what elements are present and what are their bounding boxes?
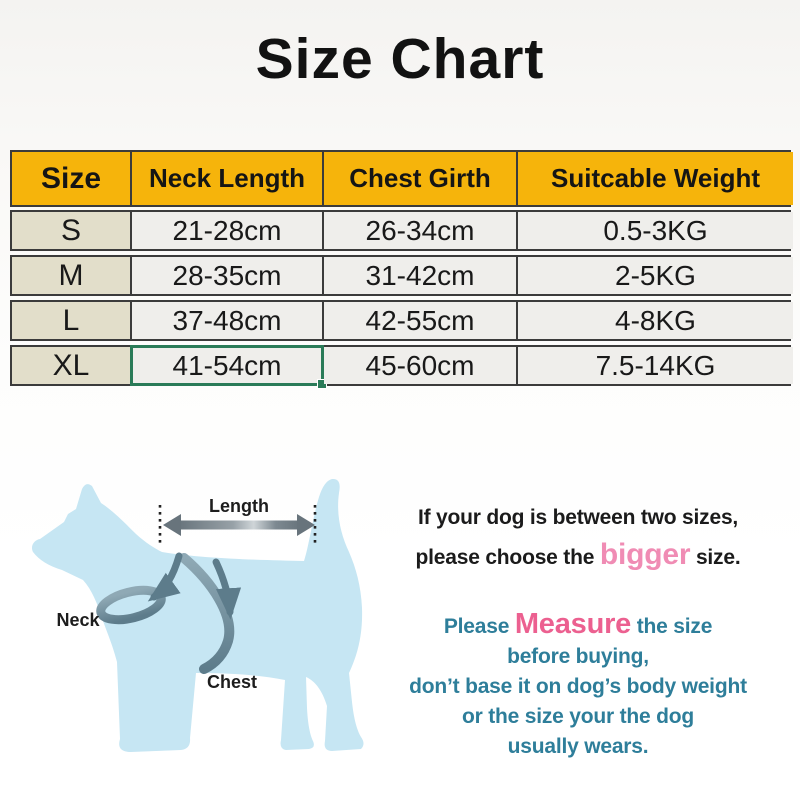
header-cell-neck-length: Neck Length	[132, 152, 324, 205]
table-cell-selected: 41-54cm	[132, 347, 324, 384]
table-cell: 31-42cm	[324, 257, 518, 294]
chest-label: Chest	[206, 672, 258, 692]
table-row-m	[10, 255, 791, 296]
selection-outline	[130, 345, 324, 386]
note-line-2-prefix: please choose the	[415, 546, 600, 569]
bigger-highlight: bigger	[599, 538, 691, 571]
note-line-3	[378, 609, 778, 642]
table-cell: 42-55cm	[324, 302, 518, 339]
header-cell-size: Size	[12, 152, 132, 205]
note-line-1: If your dog is between two sizes,	[417, 506, 739, 529]
table-cell: 0.5-3KG	[518, 212, 793, 249]
dog-measurement-diagram	[0, 440, 420, 800]
note-line-2	[378, 536, 778, 577]
table-header-row	[10, 150, 791, 207]
note-line-5: don’t base it on dog’s body weight	[409, 675, 747, 698]
table-cell: 2-5KG	[518, 257, 793, 294]
sizing-notes	[378, 500, 778, 762]
note-line-4: before buying,	[507, 645, 649, 668]
neck-label: Neck	[56, 610, 100, 630]
table-cell: M	[12, 257, 132, 294]
note-line-3-prefix: Please	[443, 615, 515, 638]
table-row-s	[10, 210, 791, 251]
length-label: Length	[209, 496, 269, 516]
table-cell: 21-28cm	[132, 212, 324, 249]
table-cell: 26-34cm	[324, 212, 518, 249]
table-row-l	[10, 300, 791, 341]
length-arrow-left-head	[163, 514, 181, 536]
table-row-xl	[10, 345, 791, 386]
table-cell: 45-60cm	[324, 347, 518, 384]
header-cell-suitable-weight: Suitcable Weight	[518, 152, 793, 205]
table-cell: L	[12, 302, 132, 339]
table-cell: 4-8KG	[518, 302, 793, 339]
header-cell-chest-girth: Chest Girth	[324, 152, 518, 205]
table-cell: S	[12, 212, 132, 249]
table-cell: 7.5-14KG	[518, 347, 793, 384]
table-cell: 37-48cm	[132, 302, 324, 339]
size-table	[10, 150, 791, 390]
table-cell: 28-35cm	[132, 257, 324, 294]
note-line-2-suffix: size.	[690, 546, 741, 569]
measure-highlight: Measure	[514, 608, 632, 640]
length-arrow-shaft	[178, 521, 300, 530]
note-line-3-suffix: the size	[631, 615, 713, 638]
note-line-7: usually wears.	[507, 735, 649, 758]
page-title: Size Chart	[255, 27, 545, 91]
table-cell: XL	[12, 347, 132, 384]
note-line-6: or the size your the dog	[461, 705, 695, 728]
